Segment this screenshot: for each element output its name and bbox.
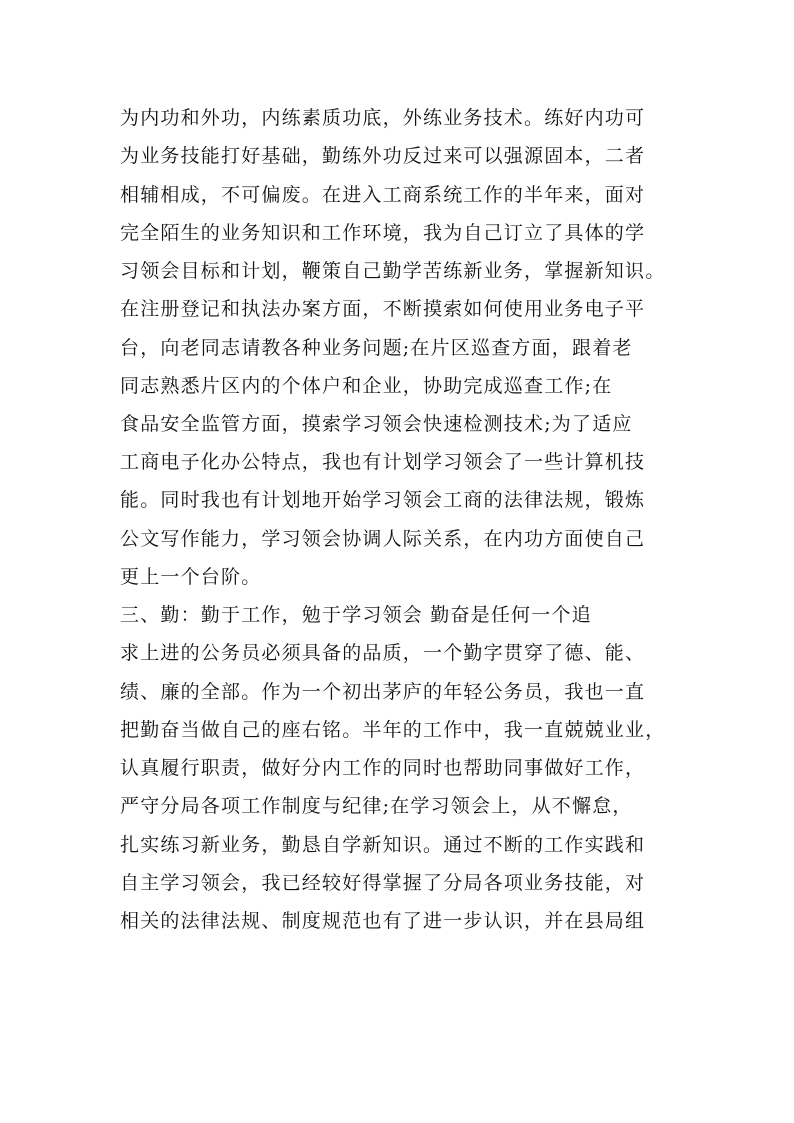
text-line: 为业务技能打好基础，勤练外功反过来可以强源固本，二者 <box>120 145 646 167</box>
text-line: 台，向老同志请教各种业务问题;在片区巡查方面，跟着老 <box>120 337 633 359</box>
text-line: 认真履行职责，做好分内工作的同时也帮助同事做好工作， <box>120 757 646 779</box>
text-line: 绩、廉的全部。作为一个初出茅庐的年轻公务员，我也一直 <box>120 681 646 703</box>
text-line: 严守分局各项工作制度与纪律;在学习领会上，从不懈怠， <box>120 795 633 817</box>
text-line: 相关的法律法规、制度规范也有了进一步认识，并在县局组 <box>120 910 646 932</box>
text-line: 把勤奋当做自己的座右铭。半年的工作中，我一直兢兢业业， <box>120 719 666 741</box>
text-line: 食品安全监管方面，摸索学习领会快速检测技术;为了适应 <box>120 413 633 435</box>
text-line: 习领会目标和计划，鞭策自己勤学苦练新业务，掌握新知识。 <box>120 260 666 282</box>
text-line: 相辅相成，不可偏废。在进入工商系统工作的半年来，面对 <box>120 184 646 206</box>
text-line: 三、勤：勤于工作，勉于学习领会 勤奋是任何一个追 <box>120 604 592 626</box>
text-line: 完全陌生的业务知识和工作环境，我为自己订立了具体的学 <box>120 222 646 244</box>
text-line: 能。同时我也有计划地开始学习领会工商的法律法规，锻炼 <box>120 489 646 511</box>
text-line: 求上进的公务员必须具备的品质，一个勤字贯穿了德、能、 <box>120 642 646 664</box>
text-line: 更上一个台阶。 <box>120 566 262 588</box>
text-line: 自主学习领会，我已经较好得掌握了分局各项业务技能，对 <box>120 872 646 894</box>
text-line: 工商电子化办公特点，我也有计划学习领会了一些计算机技 <box>120 451 646 473</box>
text-line: 为内功和外功，内练素质功底，外练业务技术。练好内功可 <box>120 107 646 129</box>
text-line: 在注册登记和执法办案方面，不断摸索如何使用业务电子平 <box>120 298 646 320</box>
text-line: 同志熟悉片区内的个体户和企业，协助完成巡查工作;在 <box>120 375 613 397</box>
text-line: 扎实练习新业务，勤恳自学新知识。通过不断的工作实践和 <box>120 834 646 856</box>
text-line: 公文写作能力，学习领会协调人际关系，在内功方面使自己 <box>120 528 646 550</box>
